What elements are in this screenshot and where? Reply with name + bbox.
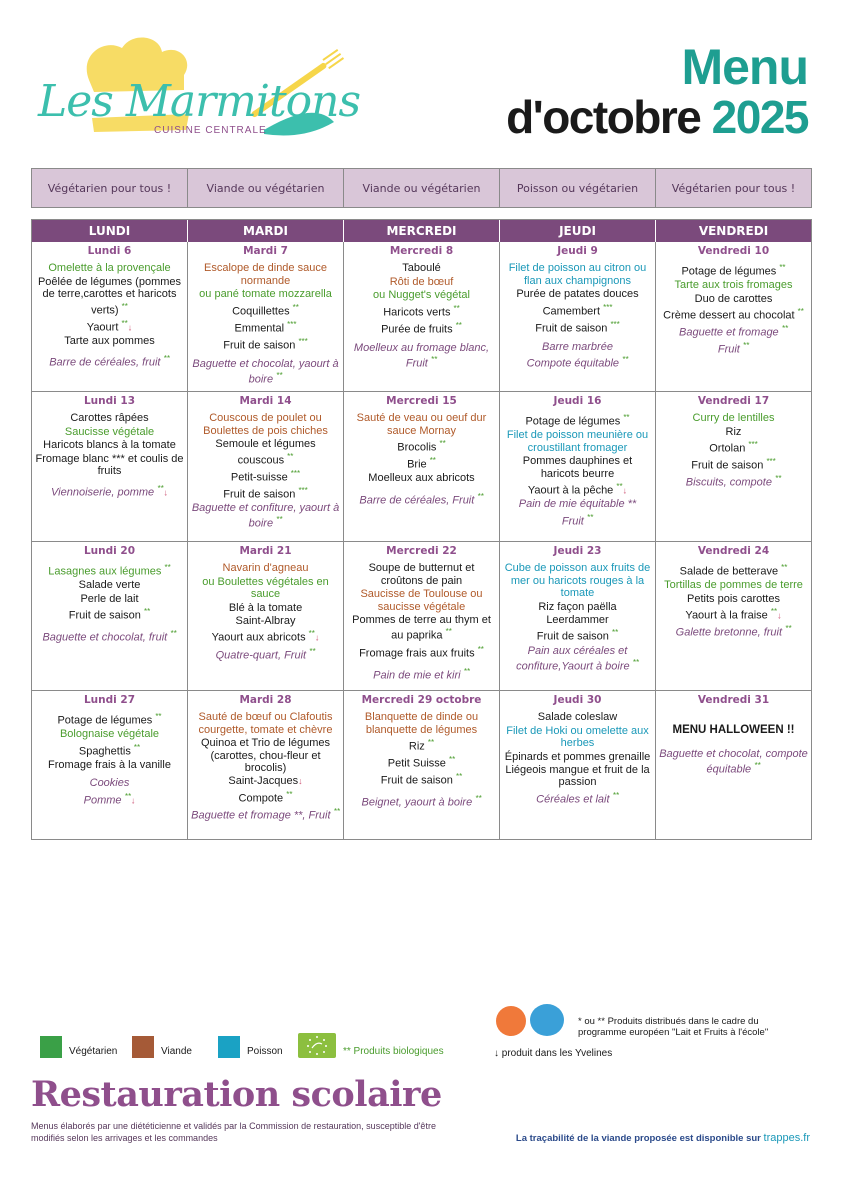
menu-item: Saucisse végétale — [64, 425, 155, 438]
day-date: Vendredi 31 — [697, 694, 770, 706]
menu-item: Perle de lait — [80, 592, 139, 605]
day-date: Lundi 13 — [83, 395, 136, 407]
day-cell — [32, 242, 188, 392]
local-product-arrow-icon: ↓ — [314, 633, 320, 644]
theme-cell: Végétarien pour tous ! — [32, 169, 188, 207]
menu-item: Coquillettes ** — [232, 302, 299, 318]
local-product-arrow-icon: ↓ — [127, 322, 133, 333]
menu-item: Tarte aux trois fromages — [674, 279, 793, 292]
day-header: JEUDI — [500, 220, 656, 242]
menu-item: Spaghettis ** — [78, 742, 141, 758]
day-date: Jeudi 9 — [557, 245, 598, 257]
day-header: VENDREDI — [656, 220, 812, 242]
menu-item: ou Nugget's végétal — [373, 289, 470, 302]
menu-item: Pommes dauphines et haricots beurre — [522, 455, 633, 480]
day-date: Mardi 21 — [239, 545, 292, 557]
menu-item: Fruit de saison *** — [691, 457, 776, 472]
menu-item: Poêlée de légumes (pommes de terre,carottes et haricots verts) ** — [37, 275, 182, 317]
menu-item: Omelette à la provençale — [48, 262, 171, 275]
day-cell — [188, 242, 344, 392]
snack-item: Cookies — [89, 777, 130, 790]
day-date: Mercredi 15 — [386, 395, 457, 407]
bio-marker: *** — [766, 457, 776, 467]
snack-item: Viennoiserie, pomme **↓ — [51, 484, 168, 500]
snack-item: Fruit ** — [717, 341, 750, 357]
bio-marker: ** — [455, 772, 463, 782]
bio-marker: ** — [797, 307, 804, 317]
menu-item: Purée de fruits ** — [381, 320, 462, 336]
menu-item: Brocolis ** — [397, 439, 446, 454]
day-cell — [344, 542, 500, 691]
menu-item: Riz — [725, 425, 742, 438]
logo — [34, 30, 361, 155]
day-date: Vendredi 17 — [697, 395, 770, 407]
snack-item: Fruit ** — [561, 512, 594, 528]
bio-marker: *** — [748, 440, 758, 450]
legend-poisson: Poisson — [247, 1046, 283, 1057]
menu-item: Saint-Jacques↓ — [228, 775, 303, 788]
title-year: 2025 — [711, 91, 808, 143]
bio-marker: *** — [610, 319, 620, 329]
theme-cell: Poisson ou végétarien — [500, 169, 656, 207]
day-date: Jeudi 16 — [553, 395, 602, 407]
menu-item: Blé à la tomate — [228, 601, 303, 614]
theme-cell: Viande ou végétarien — [188, 169, 344, 207]
snack-item: Barre marbrée — [542, 340, 613, 353]
menu-item: ou Boulettes végétales en sauce — [202, 575, 329, 601]
menu-item: Fromage frais aux fruits ** — [359, 644, 484, 660]
bio-marker: ** — [439, 439, 446, 449]
snack-item: Beignet, yaourt à boire ** — [361, 794, 482, 810]
menu-item: Moelleux aux abricots — [368, 472, 475, 485]
day-date: Lundi 20 — [83, 545, 136, 557]
bio-marker: ** — [157, 484, 164, 494]
menu-item: Petit Suisse ** — [387, 755, 456, 770]
menu-item: Fruit de saison ** — [68, 607, 151, 622]
menu-item: Leerdammer — [546, 614, 609, 627]
day-cell — [500, 242, 656, 392]
title-menu: Menu — [681, 39, 808, 95]
snack-item: Quatre-quart, Fruit ** — [215, 646, 316, 662]
menu-item: Carottes râpées — [70, 412, 149, 425]
menu-item: Potage de légumes ** — [681, 263, 786, 279]
menu-item: Filet de poisson au citron ou flan aux champignons — [508, 262, 647, 287]
bio-marker: *** — [298, 485, 308, 495]
snack-item: Biscuits, compote ** — [685, 474, 782, 489]
legend-viande-swatch — [132, 1036, 154, 1058]
footer-note: Menus élaborés par une diététicienne et validés par la Commission de restauration, susceptible d'être modifiés selon les arrivages et les commandes — [31, 1121, 436, 1143]
bio-marker: ** — [143, 607, 151, 617]
bio-marker: ** — [292, 302, 299, 312]
day-date: Lundi 27 — [83, 694, 136, 706]
menu-item: Bolognaise végétale — [59, 728, 160, 741]
bio-marker: ** — [770, 607, 778, 617]
day-cell — [344, 242, 500, 392]
legend-program: * ou ** Produits distribués dans le cadre du programme européen "Lait et Fruits à l'école" — [578, 1016, 769, 1038]
theme-cell: Viande ou végétarien — [344, 169, 500, 207]
bio-marker: ** — [611, 628, 619, 638]
menu-item: Filet de Hoki ou omelette aux herbes — [506, 724, 649, 750]
logo-subtitle: CUISINE CENTRALE — [154, 125, 267, 136]
bio-marker: ** — [622, 355, 629, 365]
snack-item: Baguette et confiture, yaourt à boire ** — [191, 501, 340, 530]
menu-item: Soupe de butternut et croûtons de pain — [368, 562, 475, 587]
menu-item: Salade de betterave ** — [679, 563, 788, 579]
menu-item: Fruit de saison ** — [380, 772, 463, 787]
snack-item: Barre de céréales, fruit ** — [49, 354, 170, 369]
menu-item: Escalope de dinde sauce normande — [204, 262, 327, 287]
day-date: Jeudi 30 — [553, 694, 602, 706]
day-date: Vendredi 10 — [697, 245, 770, 257]
bio-marker: ** — [448, 755, 456, 765]
bio-marker: ** — [781, 324, 788, 334]
menu-item: Quinoa et Trio de légumes (carottes, chou-fleur et brocolis) — [200, 737, 331, 775]
day-date: Mercredi 29 octobre — [361, 694, 482, 706]
menu-grid — [31, 219, 812, 840]
menu-item: Ortolan *** — [709, 440, 758, 455]
bio-marker: ** — [475, 794, 482, 804]
bio-marker: ** — [754, 761, 761, 771]
local-product-arrow-icon: ↓ — [777, 610, 782, 621]
menu-item: Compote ** — [238, 789, 293, 805]
day-date: Jeudi 23 — [553, 545, 602, 557]
bio-marker: ** — [308, 629, 315, 639]
menu-item: Fruit de saison *** — [223, 336, 308, 352]
snack-item: Baguette et fromage **, Fruit ** — [191, 806, 340, 822]
bio-marker: ** — [616, 482, 623, 492]
title-month: d'octobre 2025 — [506, 91, 808, 143]
bio-marker: ** — [427, 738, 435, 748]
bio-marker: ** — [333, 806, 340, 816]
menu-item: Petits pois carottes — [687, 592, 780, 605]
menu-item: Potage de légumes ** — [57, 712, 162, 728]
bio-marker: ** — [287, 451, 294, 461]
menu-item: Yaourt à la fraise **↓ — [685, 607, 782, 622]
day-date: Mercredi 8 — [389, 245, 454, 257]
menu-item: Salade coleslaw — [537, 711, 618, 724]
menu-item: ou pané tomate mozzarella — [199, 288, 332, 301]
menu-item: Camembert *** — [542, 302, 613, 318]
local-product-arrow-icon: ↓ — [622, 485, 628, 496]
bio-marker: ** — [155, 712, 162, 722]
eu-organic-logo-icon — [298, 1033, 336, 1058]
snack-item: Pain aux céréales et confiture,Yaourt à boire ** — [516, 644, 639, 673]
traceability-note: La traçabilité de la viande proposée est disponible sur trappes.fr — [515, 1132, 810, 1144]
fruits-program-logo-icon — [496, 1006, 526, 1036]
theme-cell: Végétarien pour tous ! — [656, 169, 811, 207]
snack-item: Baguette et chocolat, compote équitable ** — [659, 747, 808, 776]
menu-item: Saucisse de Toulouse ou saucisse végétale — [360, 588, 483, 613]
bio-marker: ** — [164, 563, 171, 573]
day-cell — [188, 691, 344, 840]
footer-title: Restauration scolaire — [31, 1074, 442, 1115]
menu-item: Riz ** — [408, 738, 435, 753]
bio-marker: ** — [445, 627, 452, 637]
menu-item: Purée de patates douces — [516, 288, 639, 301]
bio-marker: ** — [586, 512, 594, 522]
snack-item: Baguette et chocolat, fruit ** — [42, 629, 177, 644]
menu-item: Filet de poisson meunière ou croustillant fromager — [506, 429, 649, 454]
menu-item: Saint-Albray — [235, 615, 296, 628]
day-date: Mardi 7 — [243, 245, 288, 257]
menu-item: Fruit de saison *** — [223, 485, 308, 501]
day-cell — [344, 691, 500, 840]
snack-item: Galette bretonne, fruit ** — [675, 624, 792, 639]
menu-item: Lasagnes aux légumes ** — [48, 563, 171, 579]
menu-item: Riz façon paëlla — [538, 600, 617, 613]
day-header: MARDI — [188, 220, 344, 242]
day-date: Mardi 28 — [239, 694, 292, 706]
bio-marker: ** — [775, 474, 782, 484]
menu-item: Fruit de saison *** — [535, 319, 620, 335]
legend-vegetarien: Végétarien — [69, 1046, 118, 1057]
menu-item: Navarin d'agneau — [222, 562, 309, 575]
bio-marker: ** — [429, 456, 436, 466]
bio-marker: ** — [309, 646, 316, 656]
snack-item: Céréales et lait ** — [536, 790, 619, 806]
bio-marker: ** — [455, 320, 462, 330]
legend-bio: ** Produits biologiques — [343, 1046, 444, 1057]
bio-marker: *** — [298, 336, 308, 346]
menu-item: Pommes de terre au thym et au paprika ** — [352, 614, 491, 643]
menu-item: Haricots verts ** — [383, 303, 460, 319]
menu-item: Sauté de bœuf ou Clafoutis courgette, tomate et chèvre — [198, 711, 333, 736]
day-cell — [500, 691, 656, 840]
bio-marker: ** — [623, 413, 630, 423]
local-product-arrow-icon: ↓ — [298, 776, 303, 787]
menu-item: Yaourt aux abricots **↓ — [211, 629, 320, 645]
day-cell — [32, 392, 188, 542]
bio-marker: ** — [779, 263, 786, 273]
bio-marker: *** — [290, 468, 301, 478]
day-header-row — [32, 220, 812, 242]
menu-item: Tortillas de pommes de terre — [664, 579, 803, 592]
menu-item: Duo de carottes — [694, 292, 773, 305]
menu-item: Fruit de saison ** — [536, 628, 619, 644]
day-cell — [656, 542, 812, 691]
menu-item: Crème dessert au chocolat ** — [663, 307, 804, 322]
week-row — [32, 542, 812, 691]
day-cell — [500, 542, 656, 691]
theme-row — [31, 168, 812, 208]
day-cell — [500, 392, 656, 542]
snack-item: Baguette et chocolat, yaourt à boire ** — [192, 357, 339, 386]
bio-marker: ** — [453, 303, 460, 313]
menu-item: Salade verte — [78, 579, 141, 592]
menu-item: Potage de légumes ** — [525, 413, 630, 429]
bio-marker: ** — [163, 354, 170, 364]
day-header: LUNDI — [32, 220, 188, 242]
bio-marker: *** — [603, 302, 613, 312]
bio-marker: ** — [742, 341, 750, 351]
week-row — [32, 392, 812, 542]
menu-item: Semoule et légumes couscous ** — [215, 438, 316, 467]
menu-item: Sauté de veau ou oeuf dur sauce Mornay — [356, 412, 487, 437]
bio-marker: ** — [477, 644, 484, 654]
day-cell — [656, 242, 812, 392]
legend-vegetarien-swatch — [40, 1036, 62, 1058]
day-header: MERCREDI — [344, 220, 500, 242]
legend-yvelines: ↓ produit dans les Yvelines — [494, 1048, 613, 1059]
snack-item: Baguette et fromage ** — [679, 324, 788, 339]
snack-item: Pain de mie et kiri ** — [373, 666, 470, 682]
menu-item: Couscous de poulet ou Boulettes de pois chiches — [203, 412, 328, 437]
snack-item: Pomme **↓ — [83, 791, 136, 807]
menu-item: Yaourt à la pêche **↓ — [527, 482, 628, 497]
bio-marker: ** — [133, 742, 141, 752]
menu-item: Fromage frais à la vanille — [48, 758, 171, 771]
bio-marker: ** — [121, 301, 128, 311]
bio-marker: ** — [463, 666, 470, 676]
bio-marker: ** — [286, 789, 293, 799]
menu-item: Épinards et pommes grenaille — [504, 750, 651, 763]
bio-marker: ** — [781, 563, 788, 573]
local-product-arrow-icon: ↓ — [130, 795, 136, 806]
bio-marker: ** — [612, 790, 619, 800]
day-cell — [188, 392, 344, 542]
bio-marker: ** — [121, 318, 128, 328]
menu-item: Emmental *** — [234, 319, 297, 335]
menu-item: Curry de lentilles — [692, 412, 775, 425]
bio-marker: ** — [170, 629, 177, 639]
snack-item: Pain de mie équitable ** — [518, 498, 637, 511]
local-product-arrow-icon: ↓ — [163, 488, 168, 499]
milk-program-logo-icon — [530, 1004, 564, 1036]
bio-marker: ** — [477, 491, 484, 501]
bio-marker: ** — [124, 791, 131, 801]
menu-item: Rôti de bœuf — [389, 275, 454, 288]
menu-item: Taboulé — [402, 262, 441, 275]
menu-item: Fromage blanc *** et coulis de fruits — [35, 452, 184, 478]
menu-item: Petit-suisse *** — [230, 468, 301, 484]
logo-name: Les Marmitons — [38, 76, 361, 127]
menu-item: Blanquette de dinde ou blanquette de légumes — [364, 711, 479, 736]
day-cell — [188, 542, 344, 691]
menu-item: Haricots blancs à la tomate — [43, 439, 176, 452]
menu-item: Cube de poisson aux fruits de mer ou haricots rouges à la tomate — [504, 562, 651, 600]
day-date: Mardi 14 — [239, 395, 292, 407]
week-row — [32, 691, 812, 840]
bio-marker: *** — [287, 319, 297, 329]
menu-item: Liégeois mangue et fruit de la passion — [505, 764, 650, 789]
day-date: Vendredi 24 — [697, 545, 770, 557]
day-cell — [656, 691, 812, 840]
day-cell — [32, 542, 188, 691]
bio-marker: ** — [632, 657, 639, 667]
snack-item: Barre de céréales, Fruit ** — [359, 491, 484, 507]
week-row — [32, 242, 812, 392]
trappes-link[interactable]: trappes.fr — [763, 1132, 810, 1144]
day-date: Lundi 6 — [87, 245, 132, 257]
legend-poisson-swatch — [218, 1036, 240, 1058]
bio-marker: ** — [785, 624, 792, 634]
menu-item: Tarte aux pommes — [64, 334, 155, 347]
day-cell — [656, 392, 812, 542]
bio-marker: ** — [276, 371, 283, 381]
day-date: Mercredi 22 — [386, 545, 457, 557]
day-cell — [344, 392, 500, 542]
menu-item: Brie ** — [407, 456, 436, 471]
menu-item: Yaourt **↓ — [86, 318, 133, 334]
bio-marker: ** — [430, 355, 438, 365]
bio-marker: ** — [276, 515, 283, 525]
day-cell — [32, 691, 188, 840]
menu-item: MENU HALLOWEEN !! — [672, 724, 795, 737]
snack-item: Moelleux au fromage blanc, Fruit ** — [353, 341, 490, 370]
legend-viande: Viande — [161, 1046, 192, 1057]
snack-item: Compote équitable ** — [526, 355, 629, 370]
